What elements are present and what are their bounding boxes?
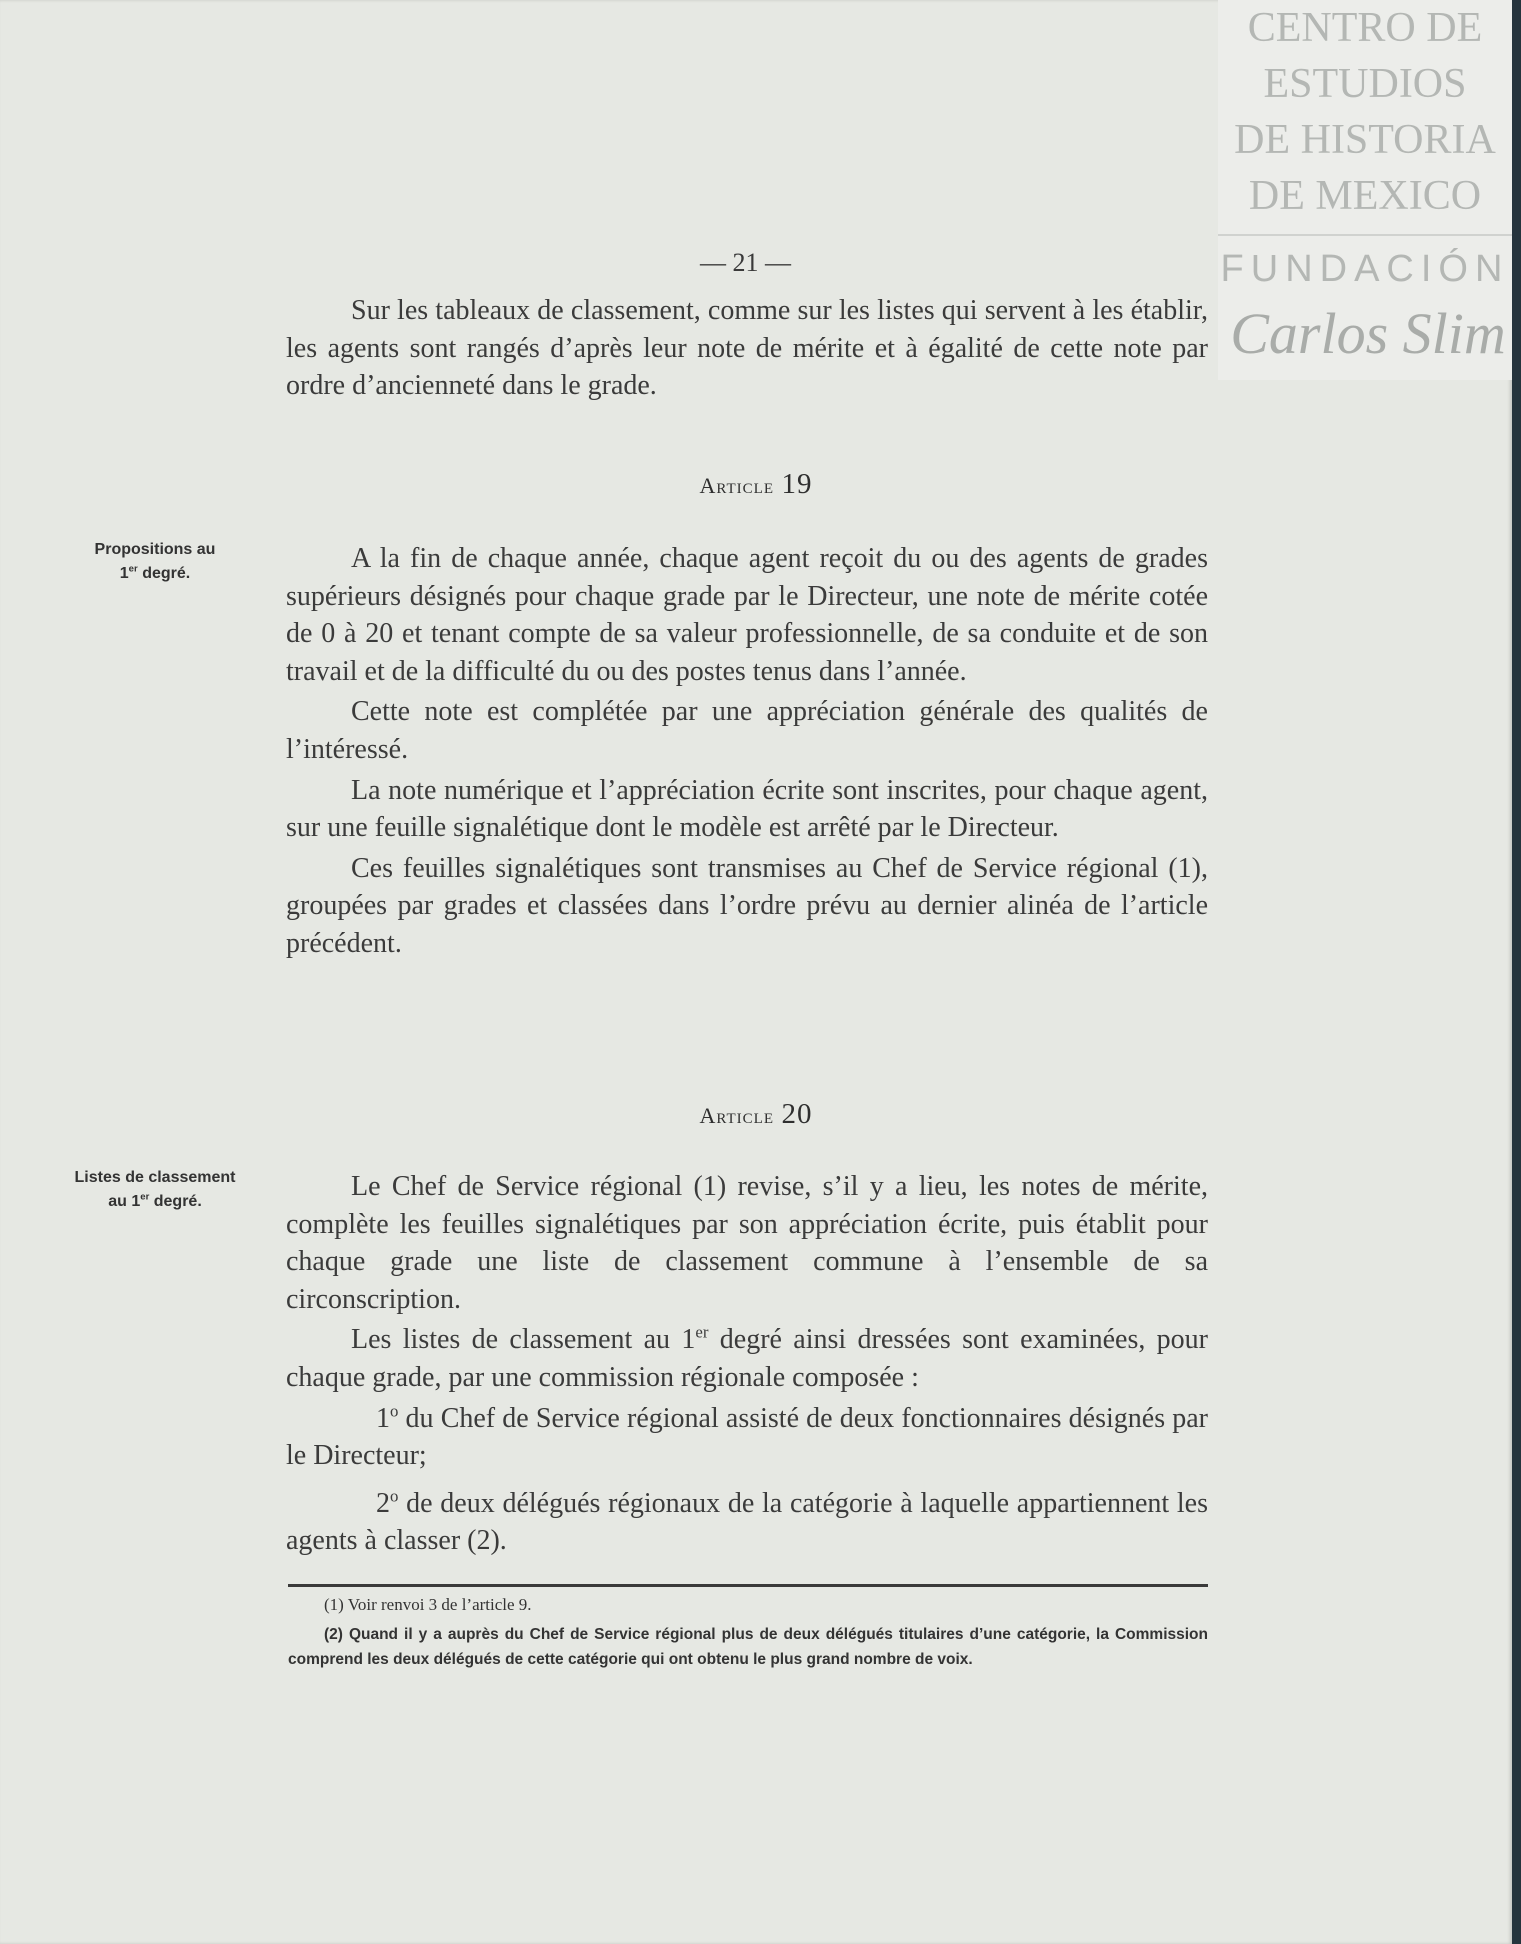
watermark-signature: Carlos Slim	[1230, 301, 1506, 366]
article-20-body	[286, 1168, 1208, 1560]
article-20-item-1	[286, 1400, 1208, 1475]
margin-note-propositions	[50, 538, 260, 586]
margin-note-propositions-line1: Propositions au	[94, 541, 216, 558]
watermark-line-1: CENTRO DE	[1247, 5, 1483, 51]
footnote-rule	[288, 1584, 1208, 1587]
article-20-number: 20	[781, 1098, 813, 1130]
intro-paragraph: Sur les tableaux de classement, comme sur les listes qui servent à les établir, les agents sont rangés d’après leur note de mérite et à égalité de cette note par ordre d’ancienneté dans le grade.	[286, 295, 1208, 402]
page-number: — 21 —	[700, 248, 791, 277]
margin-note-propositions-ordinal: 1	[119, 565, 129, 582]
margin-note-listes-line1: Listes de classement	[74, 1169, 236, 1186]
article-20-item-2	[286, 1485, 1208, 1560]
margin-note-listes-ordinal: 1	[131, 1193, 141, 1210]
article-20-paragraph-2-ordinal: 1	[681, 1324, 696, 1356]
article-19-paragraph-4: Ces feuilles signalétiques sont transmises au Chef de Service régional (1), groupées par grades et classées dans l’ordre prévu au dernier alinéa de l’article précédent.	[286, 852, 1208, 959]
footnote-1: (1) Voir renvoi 3 de l’article 9.	[324, 1595, 532, 1614]
article-20-paragraph-2-pre: Les listes de classement au	[351, 1324, 682, 1356]
article-20-item-2-sup: o	[390, 1486, 399, 1506]
article-19-paragraph-2: Cette note est complétée par une appréciation générale des qualités de l’intéressé.	[286, 696, 1208, 765]
article-19-paragraph-3: La note numérique et l’appréciation écrite sont inscrites, pour chaque agent, sur une feuille signalétique dont le modèle est arrêté par le Directeur.	[286, 774, 1208, 844]
watermark-divider	[1218, 234, 1512, 236]
watermark-foundation: FUNDACIÓN	[1220, 248, 1510, 290]
margin-note-propositions-line2	[50, 562, 260, 586]
article-20-item-1-sup: o	[390, 1401, 399, 1421]
scan-edge	[1512, 0, 1521, 1944]
article-20-item-1-text: du Chef de Service régional assisté de deux fonctionnaires désignés par le Directeur;	[286, 1402, 1208, 1472]
margin-note-propositions-sup: er	[128, 563, 138, 575]
footnote-2: (2) Quand il y a auprès du Chef de Service régional plus de deux délégués titulaires d’une catégorie, la Commission comprend les deux délégués de cette catégorie qui ont obtenu le plus grand nombre de voix.	[288, 1626, 1208, 1668]
article-20-paragraph-2-rest: degré ainsi dressées sont examinées, pour chaque grade, par une commission régionale composée :	[286, 1324, 1208, 1393]
article-20-paragraph-2-sup: er	[695, 1323, 709, 1343]
article-19-word: Article	[699, 473, 774, 498]
watermark-line-4: DE MEXICO	[1248, 173, 1482, 219]
article-20-item-2-number: 2	[376, 1487, 390, 1519]
article-19-heading	[0, 468, 1512, 501]
watermark-line-3: DE HISTORIA	[1234, 117, 1496, 163]
article-20-item-1-number: 1	[376, 1402, 390, 1434]
margin-note-propositions-rest: degré.	[137, 565, 191, 582]
article-20-paragraph-1: Le Chef de Service régional (1) revise, s’il y a lieu, les notes de mérite, complète les feuilles signalétiques par son appréciation écrite, puis établit pour chaque grade une liste de classement commune à l’ensemble de sa circonscription.	[286, 1171, 1208, 1315]
article-19-number: 19	[781, 468, 813, 500]
margin-note-listes-pre: au	[108, 1193, 132, 1210]
margin-note-listes-rest: degré.	[149, 1193, 202, 1210]
article-20-paragraph-2	[286, 1321, 1208, 1396]
article-19-body	[286, 540, 1208, 963]
watermark-line-2: ESTUDIOS	[1263, 61, 1467, 107]
article-20-word: Article	[699, 1103, 774, 1128]
margin-note-listes-sup: er	[140, 1191, 150, 1203]
margin-note-listes	[50, 1166, 260, 1214]
margin-note-listes-line2	[50, 1190, 260, 1214]
archive-watermark	[1218, 0, 1512, 380]
article-20-heading	[0, 1098, 1512, 1131]
article-20-item-2-text: de deux délégués régionaux de la catégorie à laquelle appartiennent les agents à classer (2).	[286, 1487, 1208, 1557]
article-19-paragraph-1: A la fin de chaque année, chaque agent reçoit du ou des agents de grades supérieurs désignés pour chaque grade par le Directeur, une note de mérite cotée de 0 à 20 et tenant compte de sa valeur professionnelle, de sa conduite et de son travail et de la difficulté du ou des postes tenus dans l’année.	[286, 543, 1208, 687]
